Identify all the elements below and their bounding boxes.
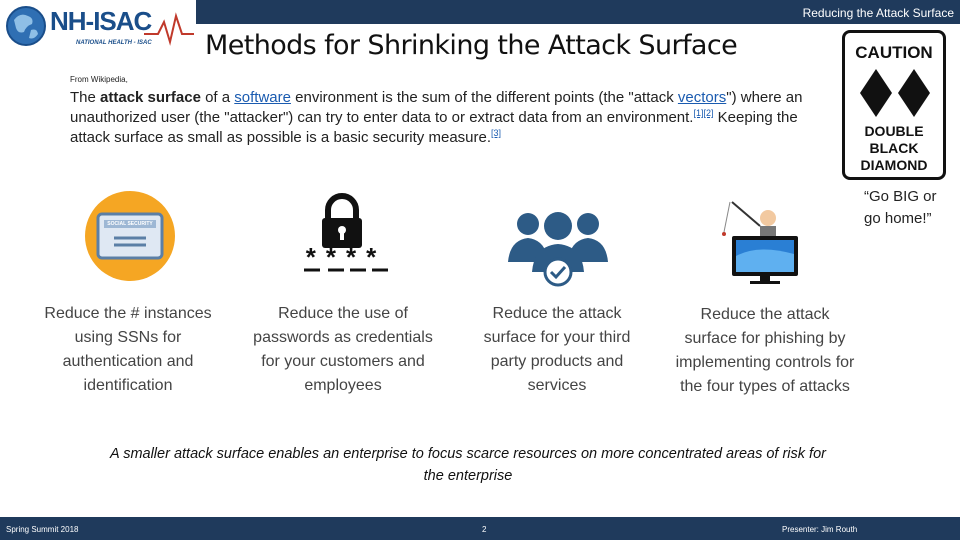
- users-check-icon: [506, 206, 610, 293]
- software-link[interactable]: software: [234, 89, 291, 106]
- nh-isac-logo: [4, 4, 194, 48]
- citation-link[interactable]: [3]: [491, 128, 502, 138]
- globe-icon: [4, 4, 48, 48]
- citation-link[interactable]: [1][2]: [693, 108, 714, 118]
- attack-surface-definition: [70, 88, 830, 148]
- caution-line: BLACK: [869, 140, 919, 156]
- caution-sign: [842, 30, 946, 180]
- ssn-card-label: SOCIAL SECURITY: [107, 221, 153, 227]
- method-caption: Reduce the attack surface for your third party products and services: [483, 305, 631, 394]
- caution-line: DOUBLE: [864, 123, 924, 139]
- method-caption: Reduce the use of passwords as credentials for your customers and employees: [253, 305, 433, 394]
- logo-subtitle: NATIONAL HEALTH - ISAC: [76, 40, 152, 46]
- double-diamond-icon: [858, 65, 932, 121]
- method-caption: Reduce the attack surface for phishing by implementing controls for the four types of attacks: [675, 306, 855, 395]
- definition-term: attack surface: [100, 89, 201, 106]
- page-title: Methods for Shrinking the Attack Surface: [205, 30, 738, 61]
- phishing-monitor-icon: [718, 196, 814, 291]
- presenter-name: Presenter: Jim Routh: [782, 525, 858, 534]
- logo-text: NH-ISAC: [50, 6, 152, 36]
- page-number: 2: [482, 525, 487, 534]
- ssn-card-icon: [84, 190, 176, 287]
- definition-text: environment is the sum of the different points (the "attack: [290, 89, 678, 106]
- slogan-text: “Go BIG or go home!”: [864, 188, 937, 227]
- caution-line: DIAMOND: [860, 157, 928, 173]
- password-mask: ****: [305, 242, 387, 272]
- definition-text: Keeping the attack surface as small as possible is a basic security measure.: [70, 109, 798, 146]
- section-title: Reducing the Attack Surface: [802, 6, 954, 20]
- source-label: From Wikipedia,: [70, 75, 128, 84]
- padlock-icon: [296, 192, 392, 281]
- top-banner: [196, 0, 960, 24]
- caution-heading: CAUTION: [855, 43, 933, 62]
- event-name: Spring Summit 2018: [6, 525, 79, 534]
- definition-text: ") where an unauthorized user (the "attacker") can try to enter data to or extract data from an environment.: [70, 89, 803, 126]
- caution-text: [845, 123, 943, 174]
- method-caption: Reduce the # instances using SSNs for authentication and identification: [44, 305, 212, 394]
- heartbeat-icon: [144, 12, 194, 46]
- definition-text: of a: [200, 89, 235, 106]
- footer-bar: [0, 517, 960, 540]
- summary-statement: A smaller attack surface enables an enterprise to focus scarce resources on more concentrated areas of risk for the enterprise: [110, 446, 826, 484]
- definition-text: The: [70, 89, 101, 106]
- vectors-link[interactable]: vectors: [677, 89, 727, 106]
